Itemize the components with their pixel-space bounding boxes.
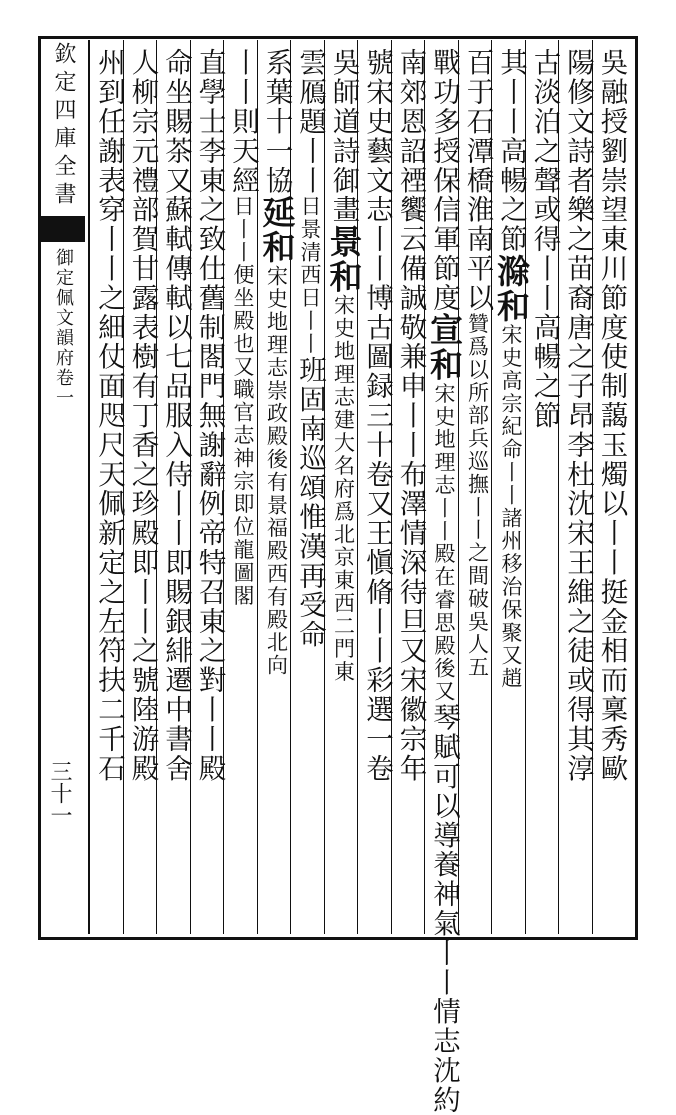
- column-pre-text: 古淡泊之聲或得: [528, 48, 561, 254]
- column-pre-text: 雲鴈題丨丨: [294, 48, 326, 195]
- column-post-text: 琴賦可以導養神氣丨丨情志沈約: [428, 703, 460, 1115]
- column-small-text: 宋史地理志建大名府爲北京東西二門東: [331, 294, 356, 684]
- text-column: [191, 48, 229, 928]
- column-pre-text: 吳融授劉崇望東川節度使制藹玉燭以丨丨挺金相而稟秀歐: [595, 48, 628, 783]
- text-column: [291, 48, 329, 928]
- column-small-text: 宋史地理志崇政殿後有景福殿西有殿北向: [264, 264, 289, 678]
- column-pre-text: 百于石潭橋淮南平以: [461, 48, 494, 313]
- text-column: [124, 48, 162, 928]
- column-pre-text: 戰功多授保信軍節度: [428, 48, 460, 313]
- text-column: [593, 48, 631, 928]
- column-pre-text: 丨丨則天經: [227, 48, 259, 195]
- juan-label: 卷一: [53, 368, 74, 408]
- column-post-text: 丨丨高暢之節: [528, 253, 561, 431]
- column-small-text: 宋史高宗紀命丨丨諸州移治保聚又趙: [499, 323, 523, 691]
- text-column: [224, 48, 262, 928]
- column-post-text: 班固南巡頌惟漢再受命: [294, 355, 326, 650]
- text-column: [325, 48, 363, 928]
- column-big-text: 景和: [324, 224, 364, 295]
- column-pre-text: 系葉十一協: [260, 48, 293, 195]
- column-pre-text: 命坐賜茶又蘇軾傳軾以七品服入侍丨丨即賜銀緋遷中書舍: [160, 48, 192, 783]
- column-pre-text: 州到任謝表穿丨丨之細仗面咫尺天佩新定之左符扶二千石: [93, 48, 125, 783]
- column-small-text: 贊爲以所部兵巡撫丨丨之間破吳人五: [465, 312, 490, 680]
- text-column: [90, 48, 128, 928]
- text-column: [526, 48, 564, 928]
- text-column: [425, 48, 464, 1115]
- text-column: [258, 48, 296, 928]
- volume-title: 御定佩文韻府: [53, 248, 74, 368]
- column-small-text: 宋史地理志丨丨殿在睿思殿後又: [432, 382, 456, 704]
- text-column: [157, 48, 195, 928]
- column-pre-text: 號宋史藝文志丨丨博古圖録三十卷又王愼脩丨丨彩選一卷: [361, 48, 393, 783]
- fish-tail-mark: [41, 216, 85, 242]
- column-pre-text: 直學士李東之致仕舊制閤門無謝辭例帝特召東之對丨丨殿: [193, 48, 226, 783]
- text-column: [492, 48, 530, 928]
- column-big-text: 延和: [257, 195, 297, 265]
- text-column: [559, 48, 597, 928]
- column-pre-text: 吳師道詩御畫: [327, 48, 360, 225]
- text-column: [358, 48, 396, 928]
- column-pre-text: 人柳宗元禮部賀甘露表樹有丁香之珍殿即丨丨之號陸游殿: [126, 48, 159, 783]
- column-pre-text: 南郊恩詔禋饗云備誠敬兼申丨丨布澤情深待旦又宋徽宗年: [394, 48, 427, 783]
- column-small-text: 日丨丨便坐殿也又職官志神宗即位龍圖閣: [231, 195, 255, 608]
- column-big-text: 滁和: [492, 253, 531, 324]
- text-column: [459, 48, 497, 928]
- column-small-text: 日景清西日丨丨: [298, 195, 322, 356]
- column-pre-text: 陽修文詩者樂之苗裔唐之子昂李杜沈宋王維之徒或得其淳: [562, 48, 594, 783]
- book-title: 欽定四庫全書: [51, 42, 76, 210]
- column-pre-text: 其丨丨高暢之節: [495, 48, 527, 254]
- column-big-text: 宣和: [425, 312, 464, 383]
- page-number: 三十一: [47, 760, 72, 826]
- text-column: [392, 48, 430, 928]
